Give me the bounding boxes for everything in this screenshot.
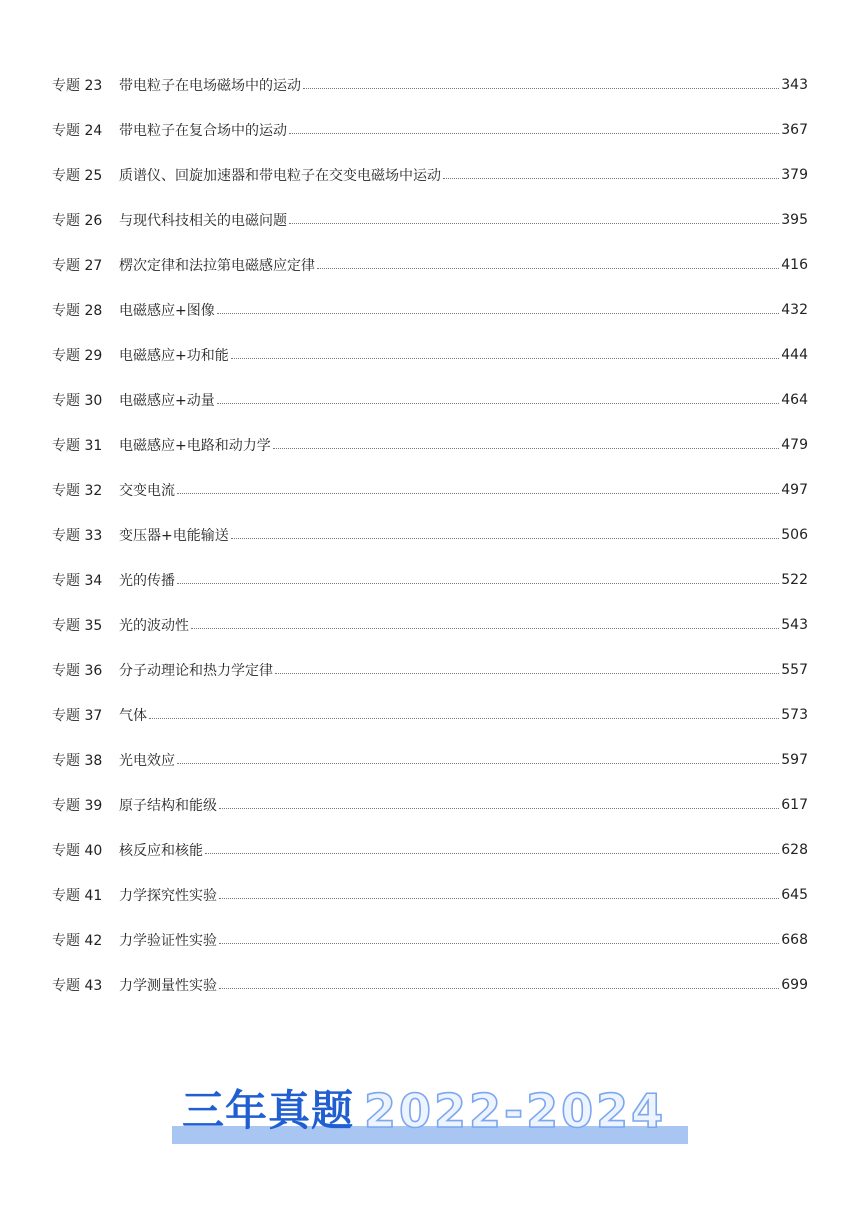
toc-dot-leader xyxy=(205,853,779,854)
toc-dot-leader xyxy=(219,988,779,989)
toc-dot-leader xyxy=(289,223,779,224)
toc-entry-title: 力学验证性实验 xyxy=(119,932,217,949)
toc-entry[interactable] xyxy=(52,467,808,512)
toc-dot-leader xyxy=(217,313,780,314)
toc-entry[interactable] xyxy=(52,62,808,107)
toc-entry-number: 专题 31 xyxy=(52,437,103,454)
toc-entry-number: 专题 24 xyxy=(52,122,103,139)
toc-entry-page: 367 xyxy=(781,121,808,138)
toc-entry[interactable] xyxy=(52,692,808,737)
toc-entry-page: 645 xyxy=(781,886,808,903)
toc-entry[interactable] xyxy=(52,917,808,962)
toc-entry-page: 628 xyxy=(781,841,808,858)
toc-entry-title: 带电粒子在复合场中的运动 xyxy=(119,122,287,139)
toc-dot-leader xyxy=(289,133,779,134)
toc-entry[interactable] xyxy=(52,512,808,557)
toc-entry-title: 电磁感应+图像 xyxy=(119,302,215,319)
toc-entry-title: 力学测量性实验 xyxy=(119,977,217,994)
toc-entry-number: 专题 41 xyxy=(52,887,103,904)
toc-entry-number: 专题 32 xyxy=(52,482,103,499)
toc-entry-title: 电磁感应+动量 xyxy=(119,392,215,409)
toc-entry-title: 核反应和核能 xyxy=(119,842,203,859)
toc-entry-number: 专题 25 xyxy=(52,167,103,184)
toc-entry[interactable] xyxy=(52,377,808,422)
toc-entry-title: 光的波动性 xyxy=(119,617,189,634)
toc-dot-leader xyxy=(219,808,779,809)
toc-dot-leader xyxy=(177,583,779,584)
toc-entry-page: 543 xyxy=(781,616,808,633)
toc-entry-page: 617 xyxy=(781,796,808,813)
toc-dot-leader xyxy=(191,628,779,629)
toc-dot-leader xyxy=(275,673,779,674)
toc-entry-title: 与现代科技相关的电磁问题 xyxy=(119,212,287,229)
toc-dot-leader xyxy=(443,178,779,179)
banner-title: 三年真题 xyxy=(182,1086,355,1135)
toc-entry-page: 464 xyxy=(781,391,808,408)
toc-entry-title: 分子动理论和热力学定律 xyxy=(119,662,273,679)
toc-entry-number: 专题 27 xyxy=(52,257,103,274)
toc-entry-number: 专题 29 xyxy=(52,347,103,364)
toc-dot-leader xyxy=(219,943,779,944)
toc-entry-page: 597 xyxy=(781,751,808,768)
toc-dot-leader xyxy=(177,763,779,764)
toc-entry[interactable] xyxy=(52,422,808,467)
toc-entry[interactable] xyxy=(52,152,808,197)
toc-entry-number: 专题 28 xyxy=(52,302,103,319)
toc-entry-title: 力学探究性实验 xyxy=(119,887,217,904)
toc-entry-number: 专题 35 xyxy=(52,617,103,634)
toc-entry-page: 479 xyxy=(781,436,808,453)
toc-entry-title: 电磁感应+功和能 xyxy=(119,347,229,364)
toc-entry[interactable] xyxy=(52,647,808,692)
toc-dot-leader xyxy=(231,538,780,539)
toc-entry[interactable] xyxy=(52,737,808,782)
toc-entry-number: 专题 36 xyxy=(52,662,103,679)
toc-dot-leader xyxy=(219,898,779,899)
toc-entry[interactable] xyxy=(52,107,808,152)
toc-entry-number: 专题 34 xyxy=(52,572,103,589)
toc-entry[interactable] xyxy=(52,332,808,377)
toc-entry-title: 电磁感应+电路和动力学 xyxy=(119,437,271,454)
toc-entry[interactable] xyxy=(52,557,808,602)
toc-entry-page: 343 xyxy=(781,76,808,93)
toc-dot-leader xyxy=(177,493,779,494)
toc-entry[interactable] xyxy=(52,962,808,1007)
toc-entry[interactable] xyxy=(52,602,808,647)
toc-entry[interactable] xyxy=(52,782,808,827)
toc-entry-title: 楞次定律和法拉第电磁感应定律 xyxy=(119,257,315,274)
toc-entry-title: 原子结构和能级 xyxy=(119,797,217,814)
toc-entry-page: 699 xyxy=(781,976,808,993)
banner-years: 2022-2024 xyxy=(364,1084,667,1138)
toc-dot-leader xyxy=(149,718,779,719)
toc-entry-number: 专题 23 xyxy=(52,77,103,94)
toc-entry-page: 573 xyxy=(781,706,808,723)
toc-dot-leader xyxy=(231,358,780,359)
toc-entry-title: 变压器+电能输送 xyxy=(119,527,229,544)
toc-entry-title: 光电效应 xyxy=(119,752,175,769)
toc-dot-leader xyxy=(317,268,779,269)
toc-dot-leader xyxy=(303,88,779,89)
toc-entry-title: 带电粒子在电场磁场中的运动 xyxy=(119,77,301,94)
toc-entry-number: 专题 42 xyxy=(52,932,103,949)
toc-entry-page: 557 xyxy=(781,661,808,678)
toc-entry-number: 专题 33 xyxy=(52,527,103,544)
toc-entry-title: 交变电流 xyxy=(119,482,175,499)
toc-entry-number: 专题 37 xyxy=(52,707,103,724)
toc-entry[interactable] xyxy=(52,827,808,872)
toc-entry[interactable] xyxy=(52,872,808,917)
toc-entry-page: 668 xyxy=(781,931,808,948)
toc-entry[interactable] xyxy=(52,242,808,287)
toc-entry-number: 专题 43 xyxy=(52,977,103,994)
banner-text xyxy=(182,1084,667,1138)
toc-entry-number: 专题 30 xyxy=(52,392,103,409)
toc-entry-number: 专题 38 xyxy=(52,752,103,769)
toc-dot-leader xyxy=(273,448,780,449)
toc-entry[interactable] xyxy=(52,197,808,242)
toc-entry-page: 497 xyxy=(781,481,808,498)
toc-entry-number: 专题 26 xyxy=(52,212,103,229)
toc-dot-leader xyxy=(217,403,780,404)
toc-entry-page: 432 xyxy=(781,301,808,318)
table-of-contents xyxy=(52,62,808,1007)
toc-entry[interactable] xyxy=(52,287,808,332)
toc-entry-page: 416 xyxy=(781,256,808,273)
banner xyxy=(172,1084,688,1144)
toc-entry-title: 质谱仪、回旋加速器和带电粒子在交变电磁场中运动 xyxy=(119,167,441,184)
toc-entry-title: 气体 xyxy=(119,707,147,724)
toc-entry-page: 506 xyxy=(781,526,808,543)
toc-entry-page: 395 xyxy=(781,211,808,228)
toc-entry-title: 光的传播 xyxy=(119,572,175,589)
toc-entry-page: 522 xyxy=(781,571,808,588)
toc-entry-page: 444 xyxy=(781,346,808,363)
toc-entry-number: 专题 39 xyxy=(52,797,103,814)
toc-entry-number: 专题 40 xyxy=(52,842,103,859)
toc-entry-page: 379 xyxy=(781,166,808,183)
